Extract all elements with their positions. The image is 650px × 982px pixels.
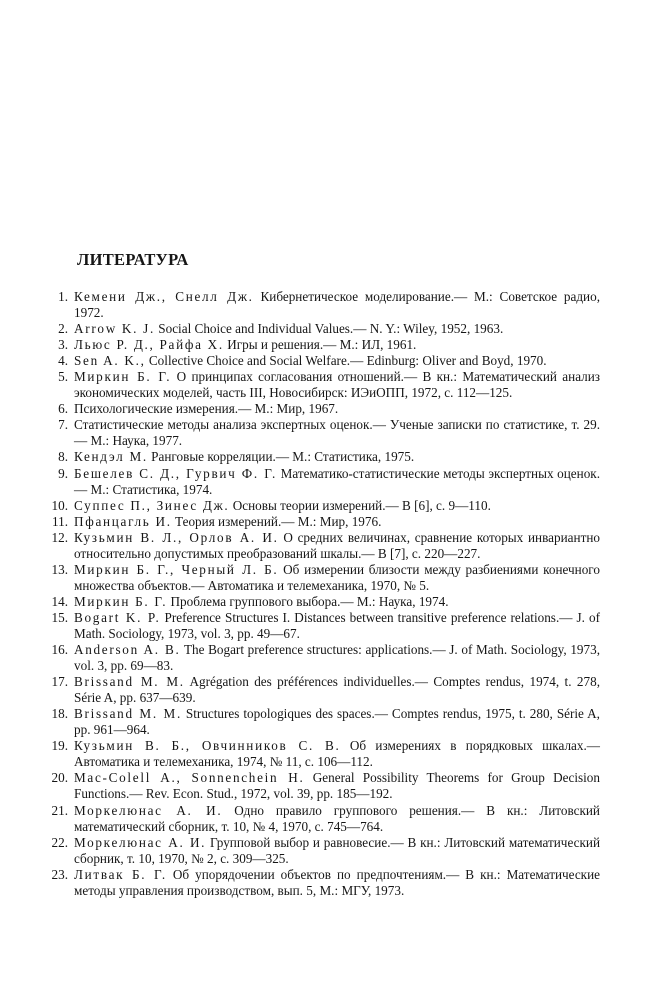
reference-authors: Льюс Р. Д., Райфа Х. xyxy=(74,337,224,353)
reference-item xyxy=(44,867,600,899)
reference-authors: Brissand M. M. xyxy=(74,706,182,722)
reference-item xyxy=(44,369,600,401)
reference-text: Статистические методы анализа экспертных оценок.— Ученые записки по статистике, т. 29.— М.: Наука, 1977. xyxy=(74,417,600,449)
reference-number: 16. xyxy=(51,642,68,658)
reference-authors: Миркин Б. Г., Черный Л. Б. xyxy=(74,561,279,577)
reference-text: Основы теории измерений.— В [6], с. 9—110. xyxy=(229,497,491,513)
reference-number: 22. xyxy=(51,834,68,850)
reference-authors: Arrow K. J. xyxy=(74,321,155,337)
reference-authors: Bogart K. P. xyxy=(74,609,161,625)
reference-text: О средних величинах, сравнение которых инвариантно относительно допустимых преобразований шкалы.— В [7], с. 220—227. xyxy=(74,529,600,561)
reference-item xyxy=(44,449,600,465)
reference-item xyxy=(44,401,600,417)
reference-item xyxy=(44,674,600,706)
reference-number: 1. xyxy=(58,289,68,304)
reference-item xyxy=(44,835,600,867)
reference-text: Математико-статистические методы экспертных оценок.— М.: Статистика, 1974. xyxy=(74,465,600,497)
reference-number: 9. xyxy=(58,465,68,481)
reference-number: 18. xyxy=(51,706,68,722)
reference-number: 13. xyxy=(51,561,68,577)
reference-text: Теория измерений.— М.: Мир, 1976. xyxy=(171,513,382,529)
reference-item xyxy=(44,642,600,674)
reference-number: 2. xyxy=(58,321,68,337)
reference-item xyxy=(44,562,600,594)
reference-number: 23. xyxy=(51,866,68,882)
reference-item xyxy=(44,706,600,738)
reference-authors: Кузьмин В. Л., Орлов А. И. xyxy=(74,529,279,545)
reference-authors: Моркелюнас А. И. xyxy=(74,802,223,818)
reference-item xyxy=(44,594,600,610)
reference-number: 5. xyxy=(58,369,68,385)
reference-text: General Possibility Theorems for Group Decision Functions.— Rev. Econ. Stud., 1972, vol. 39, pp. 185—192. xyxy=(74,770,600,802)
reference-item xyxy=(44,610,600,642)
reference-item xyxy=(44,803,600,835)
reference-text: Об измерениях в порядковых шкалах.— Автоматика и телемеханика, 1974, № 11, с. 106—112. xyxy=(74,738,600,770)
reference-number: 12. xyxy=(51,529,68,545)
reference-item xyxy=(44,337,600,353)
reference-item xyxy=(44,417,600,449)
reference-text: Structures topologiques des spaces.— Comptes rendus, 1975, t. 280, Série A, pp. 961—964. xyxy=(74,706,600,738)
reference-authors: Моркелюнас А. И. xyxy=(74,834,207,850)
reference-item xyxy=(44,514,600,530)
reference-number: 17. xyxy=(51,674,68,690)
reference-number: 21. xyxy=(51,802,68,818)
reference-text: Collective Choice and Social Welfare.— Edinburg: Oliver and Boyd, 1970. xyxy=(145,353,547,369)
reference-number: 6. xyxy=(58,401,68,417)
reference-number: 15. xyxy=(51,609,68,625)
reference-authors: Миркин Б. Г. xyxy=(74,593,168,609)
reference-authors: Кузьмин В. Б., Овчинников С. В. xyxy=(74,738,341,754)
reference-number: 3. xyxy=(58,337,68,353)
reference-item xyxy=(44,738,600,770)
reference-authors: Brissand M. M. xyxy=(74,674,185,690)
reference-authors: Суппес П., Зинес Дж. xyxy=(74,497,230,513)
reference-item xyxy=(44,289,600,321)
reference-list xyxy=(44,289,600,899)
reference-text: Психологические измерения.— М.: Мир, 1967. xyxy=(74,401,339,417)
reference-authors: Пфанцагль И. xyxy=(74,513,172,529)
reference-item xyxy=(44,353,600,369)
reference-item xyxy=(44,321,600,337)
reference-text: Preference Structures I. Distances between transitive preference relations.— J. of Math. Sociology, 1973, vol. 3, pp. 49—67. xyxy=(74,609,601,641)
reference-item xyxy=(44,770,600,802)
reference-number: 10. xyxy=(51,497,68,513)
reference-text: Social Choice and Individual Values.— N. Y.: Wiley, 1952, 1963. xyxy=(154,321,504,337)
reference-number: 14. xyxy=(51,593,68,609)
reference-item xyxy=(44,530,600,562)
reference-text: Кибернетическое моделирование.— М.: Советское радио, 1972. xyxy=(74,289,600,321)
reference-text: Одно правило группового решения.— В кн.: Литовский математический сборник, т. 10, № 4, 1970, с. 745—764. xyxy=(74,802,600,834)
section-heading: ЛИТЕРАТУРА xyxy=(77,250,189,269)
reference-authors: Sen A. K., xyxy=(74,353,146,369)
reference-number: 11. xyxy=(52,513,68,529)
reference-number: 4. xyxy=(58,353,68,369)
reference-number: 19. xyxy=(51,738,68,754)
reference-text: Об упорядочении объектов по предпочтениям.— В кн.: Математические методы управления производством, вып. 5, М.: МГУ, 1973. xyxy=(74,866,600,898)
reference-item xyxy=(44,498,600,514)
reference-number: 20. xyxy=(51,770,68,786)
reference-authors: Бешелев С. Д., Гурвич Ф. Г. xyxy=(74,465,278,481)
reference-text: Agrégation des préférences individuelles.— Comptes rendus, 1974, t. 278, Série A, pp. 637—639. xyxy=(74,674,600,706)
reference-authors: Кемени Дж., Снелл Дж. xyxy=(74,289,254,304)
reference-text: The Bogart preference structures: applications.— J. of Math. Sociology, 1973, vol. 3, pp. 69—83. xyxy=(74,642,600,674)
reference-text: Групповой выбор и равновесие.— В кн.: Литовский математический сборник, т. 10, 1970, № 2, с. 309—325. xyxy=(74,834,600,866)
reference-text: О принципах согласования отношений.— В кн.: Математический анализ экономических моделей, часть III, Новосибирск: ИЭиОПП, 1972, с. 112—125. xyxy=(74,369,601,401)
reference-authors: Литвак Б. Г. xyxy=(74,866,167,882)
reference-text: Проблема группового выбора.— М.: Наука, 1974. xyxy=(167,593,449,609)
reference-number: 8. xyxy=(58,449,68,465)
reference-number: 7. xyxy=(58,417,68,433)
reference-text: Об измерении близости между разбиениями конечного множества объектов.— Автоматика и телемеханика, 1970, № 5. xyxy=(74,561,600,593)
reference-text: Ранговые корреляции.— М.: Статистика, 1975. xyxy=(147,449,415,465)
reference-authors: Миркин Б. Г. xyxy=(74,369,172,385)
reference-authors: Anderson A. B. xyxy=(74,642,181,658)
reference-text: Игры и решения.— М.: ИЛ, 1961. xyxy=(223,337,417,353)
reference-authors: Кендэл М. xyxy=(74,449,148,465)
reference-authors: Mac-Colell A., Sonnencheіn H. xyxy=(74,770,305,786)
reference-item xyxy=(44,466,600,498)
